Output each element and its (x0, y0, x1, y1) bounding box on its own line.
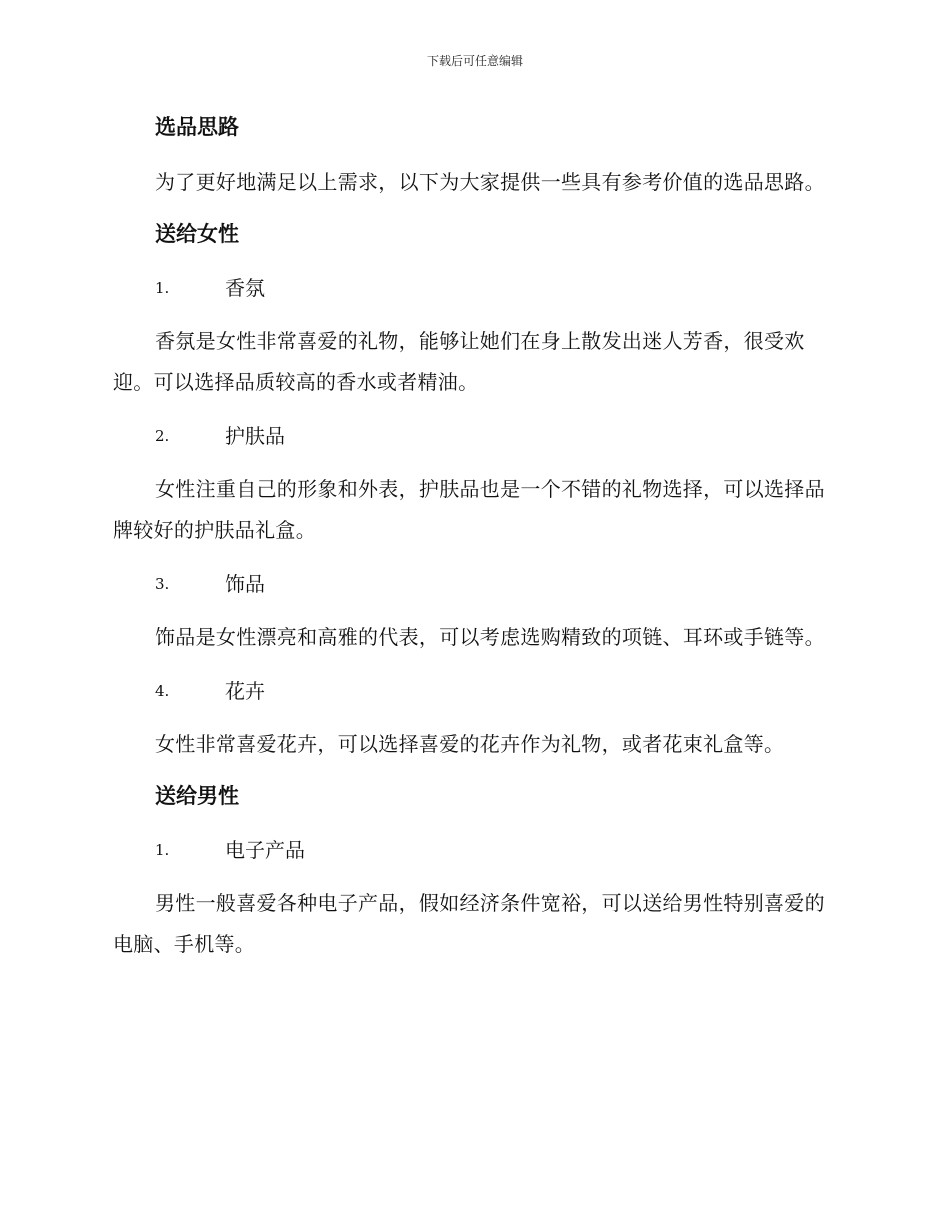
men-item-1-desc: 男性一般喜爱各种电子产品，假如经济条件宽裕，可以送给男性特别喜爱的电脑、手机等。 (113, 891, 825, 956)
women-item-2-desc: 女性注重自己的形象和外表，护肤品也是一个不错的礼物选择，可以选择品牌较好的护肤品礼盒。 (113, 477, 825, 542)
women-item-3 (113, 565, 833, 603)
women-item-4-desc: 女性非常喜爱花卉，可以选择喜爱的花卉作为礼物，或者花束礼盒等。 (155, 732, 785, 756)
men-item-1 (113, 831, 833, 869)
women-item-2 (113, 417, 833, 455)
women-item-3-desc: 饰品是女性漂亮和高雅的代表，可以考虑选购精致的项链、耳环或手链等。 (155, 625, 825, 649)
list-label: 花卉 (225, 679, 265, 703)
list-label: 香氛 (225, 276, 265, 300)
list-label: 饰品 (225, 572, 265, 596)
list-label: 电子产品 (225, 838, 305, 862)
list-number: 4. (155, 682, 170, 700)
women-item-1 (113, 269, 833, 307)
approach-intro: 为了更好地满足以上需求，以下为大家提供一些具有参考价值的选品思路。 (155, 170, 825, 194)
heading-women: 送给女性 (155, 221, 239, 246)
list-number: 3. (155, 575, 170, 593)
document-body (113, 108, 833, 965)
list-number: 1. (155, 841, 170, 859)
list-label: 护肤品 (225, 424, 285, 448)
women-item-4 (113, 672, 833, 710)
heading-approach: 选品思路 (155, 114, 239, 139)
list-number: 2. (155, 427, 170, 445)
heading-men: 送给男性 (155, 783, 239, 808)
page-header: 下载后可任意编辑 (426, 54, 523, 68)
list-number: 1. (155, 279, 170, 297)
women-item-1-desc: 香氛是女性非常喜爱的礼物，能够让她们在身上散发出迷人芳香，很受欢迎。可以选择品质较高的香水或者精油。 (113, 329, 805, 394)
